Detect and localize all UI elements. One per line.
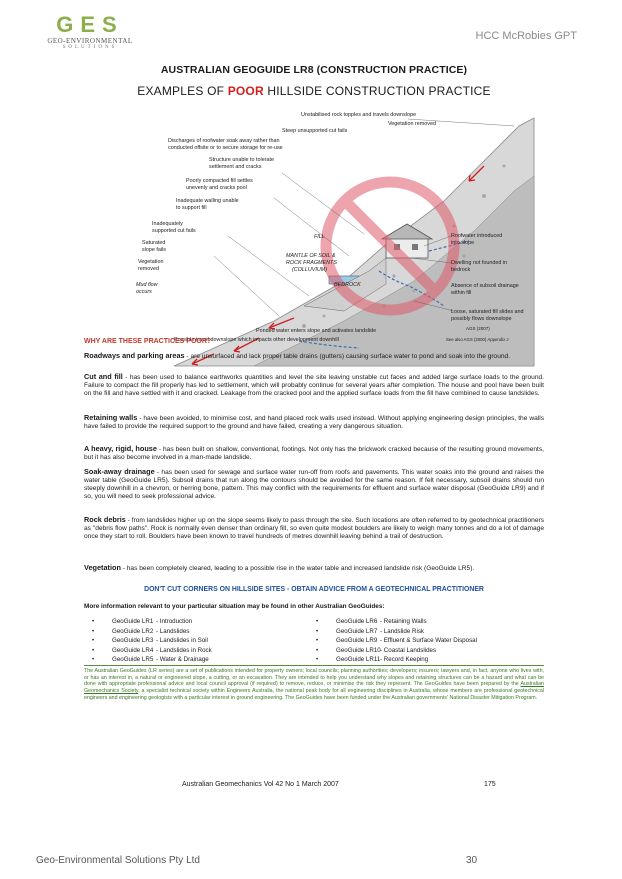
paragraph-term: A heavy, rigid, house [84, 444, 157, 453]
label-roofwater-1: Roofwater introduced [451, 233, 503, 239]
label-vegetation-1: Vegetation [138, 259, 164, 265]
bullet: • [316, 656, 319, 663]
logo-subtitle: GEO-ENVIRONMENTAL [47, 37, 133, 45]
geoguide-code: GeoGuide LR3 [112, 637, 154, 644]
label-discharges-1: Discharges of roofwater soak away rather than [168, 138, 280, 144]
paragraph-text: - has been used to balance earthworks quantities and level the site leaving unstable cut faces and added large surface loads to the ground. Failure to compact the fill properly has led to settlement, which will probably continue for several years after completion. The house and pool have been built on the fill and have settled with it and cracked. Leakage from the cracked pool and the applied surface loads from the fill have combined to cause landslides. [84, 374, 544, 397]
label-structure-1: Structure unable to tolerate [209, 157, 275, 163]
paragraph-soak-away [84, 468, 544, 501]
label-loose-2: possibly flows downslope [451, 316, 512, 322]
label-dwelling-1: Dwelling not founded in [451, 260, 508, 266]
geoguide-code: GeoGuide LR5 [112, 656, 154, 663]
paragraph-cut-and-fill [84, 373, 544, 398]
figure-title-post: HILLSIDE CONSTRUCTION PRACTICE [263, 84, 491, 98]
paragraph-vegetation [84, 564, 544, 573]
label-mudflow-2: occurs [136, 289, 152, 295]
cta-banner: DON'T CUT CORNERS ON HILLSIDE SITES - OBTAIN ADVICE FROM A GEOTECHNICAL PRACTITIONER [144, 586, 484, 593]
label-saturated-2: slope fails [142, 247, 166, 253]
geoguide-desc: - Coastal Landslides [380, 646, 437, 654]
figure-title [84, 84, 544, 98]
geoguide-desc: - Landslides in Soil [156, 637, 208, 644]
label-rock-topples: Unstabilised rock topples and travels downslope [301, 112, 417, 118]
label-ags: AGS (2007) [466, 326, 490, 331]
paragraph-rock-debris [84, 516, 544, 541]
label-fill: FILL [314, 234, 325, 240]
label-saturated-1: Saturated [142, 240, 166, 246]
paragraph-term: Soak-away drainage [84, 467, 155, 476]
bullet: • [92, 618, 95, 625]
footnote-text-1: The Australian GeoGuides (LR series) are a set of publications intended for property owners; local councils; planning authorities; developers; insurers; lawyers and, in fact, anyone who lives with, or has an interest in, a natural or engineered slope, a cutting, or an excavation. They are intended to help you understand why slopes and retaining structures can be a hazard and what can be done with appropriate professional advice and local council approval (if required) to remove, reduce, or minimise the risk they represent. The GeoGuides have been prepared by the [84, 668, 544, 688]
label-steep-cut: Steep unsupported cut fails [282, 128, 348, 134]
label-ponded: Ponded water enters slope and activates landslide [256, 328, 377, 334]
label-vegetation-removed-top: Vegetation removed [388, 121, 436, 127]
paragraph-term: Rock debris [84, 515, 126, 524]
geoguide-desc: - Landslide Risk [380, 627, 425, 635]
ags-link[interactable]: Australian Geomechanics Society [84, 681, 544, 695]
more-info-heading: More information relevant to your particular situation may be found in other Australian GeoGuides: [84, 603, 385, 610]
paragraph-text: - has been used for sewage and surface water run-off from roofs and pavements. This water soaks into the ground and raises the water table (GeoGuide LR5). Subsoil drains that run along the contours should be avoided for the same reason. If felt necessary, subsoil drains should run steeply downhill in a chevron, or herring bone, pattern. This may conflict with the requirements for effluent and surface water disposal (GeoGuide LR9) and if so, you will need to seek professional advice. [84, 469, 544, 500]
paragraph-heavy-house [84, 445, 544, 462]
label-poorly-compacted-1: Poorly compacted fill settles [186, 178, 253, 184]
footer-page-number: 30 [466, 855, 478, 866]
paragraph-retaining-walls [84, 414, 544, 431]
bullet: • [92, 646, 95, 654]
bullet: • [316, 627, 319, 635]
bullet: • [316, 646, 319, 654]
geoguide-code: GeoGuide LR1 [112, 618, 154, 625]
label-discharges-2: conducted offsite or to secure storage for re-use [168, 145, 283, 151]
geoguide-desc: - Record Keeping [380, 656, 429, 663]
geoguide-desc: - Landslides in Rock [156, 646, 212, 654]
geoguide-desc: - Effluent & Surface Water Disposal [380, 637, 477, 644]
footnote-text-2: , a specialist technical society within Engineers Australia, the national peak body for all engineering disciplines in Australia, whose members are professional geotechnical engineers and engineering geologists with a particular interest in ground engineering. The GeoGuides have been funded under the Australian governments' National Disaster Mitigation Program. [84, 688, 544, 701]
geoguide-desc: - Introduction [156, 618, 193, 625]
logo-subtitle-2: SOLUTIONS [62, 45, 118, 50]
bullet: • [92, 627, 95, 635]
footer-company: Geo-Environmental Solutions Pty Ltd [36, 855, 200, 866]
figure-title-highlight: POOR [227, 84, 264, 98]
label-structure-2: settlement and cracks [209, 164, 262, 170]
journal-page-number: 175 [484, 781, 496, 788]
label-absence-1: Absence of subsoil drainage [451, 283, 519, 289]
bullet: • [92, 637, 95, 644]
geoguide-code: GeoGuide LR10 [336, 646, 381, 654]
why-heading: WHY ARE THESE PRACTICES POOR? [84, 338, 212, 345]
footnote [84, 665, 544, 702]
label-bedrock: BEDROCK [334, 282, 361, 288]
geoguide-desc: - Water & Drainage [156, 656, 209, 663]
document-title: AUSTRALIAN GEOGUIDE LR8 (CONSTRUCTION PRACTICE) [160, 64, 468, 76]
paragraph-term: Vegetation [84, 563, 121, 572]
label-mantle-1: MANTLE OF SOIL & [286, 253, 336, 259]
label-roofwater-2: into slope [451, 240, 475, 246]
paragraph-text: - are unsurfaced and lack proper table drains (gutters) causing surface water to pond and soak into the ground. [184, 353, 511, 360]
label-inadequate-cut-1: Inadequately [152, 221, 183, 227]
label-possible-travel: Possible travel downslope which impacts other development downhill [174, 337, 339, 343]
label-inadequate-walling-1: Inadequate walling unable [176, 198, 239, 204]
geoguide-desc: - Retaining Walls [380, 618, 427, 625]
label-mudflow-1: Mud flow [136, 282, 158, 288]
paragraph-term: Roadways and parking areas [84, 351, 185, 360]
paragraph-text: - has been completely cleared, leading to a possible rise in the water table and increased landslide risk (GeoGuide LR5). [120, 565, 475, 572]
paragraph-term: Cut and fill [84, 372, 123, 381]
label-dwelling-2: bedrock [451, 267, 471, 273]
label-mantle-3: (COLLUVIUM) [292, 267, 328, 273]
paragraph-text: - have been avoided, to minimise cost, and hand placed rock walls used instead. Without applying engineering design principles, the walls have failed to provide the required support to the ground and have failed, creating a very dangerous situation. [84, 415, 545, 430]
paragraph-text: - from landslides higher up on the slope seems likely to pass through the site. Such locations are often referred to by geotechnical practitioners as "debris flow paths". Rock is normally even denser than ordinary fill, so even quite modest boulders are likely to weigh many tonnes and do a lot of damage once they start to roll. Boulders have been known to travel hundreds of metres downhill leaving behind a trail of destruction. [84, 517, 544, 540]
label-absence-2: within fill [451, 290, 472, 296]
paragraph-text: - has been built on shallow, conventional, footings. Not only has the brickwork cracked because of the resulting ground movements, but it has also become involved in a man-made landslide. [84, 446, 544, 461]
label-loose-1: Loose, saturated fill slides and [451, 309, 524, 315]
company-logo [40, 14, 140, 62]
label-inadequate-cut-2: supported cut fails [152, 228, 196, 234]
bullet: • [316, 637, 319, 644]
label-poorly-compacted-2: unevenly and cracks pool [186, 185, 247, 191]
figure-title-pre: EXAMPLES OF [137, 84, 228, 98]
paragraph-roadways [84, 352, 544, 361]
geoguide-desc: - Landslides [156, 627, 190, 635]
header-project-name: HCC McRobies GPT [475, 30, 577, 42]
bullet: • [92, 656, 95, 663]
label-inadequate-walling-2: to support fill [176, 205, 207, 211]
geoguide-code: GeoGuide LR9 [336, 637, 378, 644]
geoguide-code: GeoGuide LR4 [112, 646, 154, 654]
geoguide-code: GeoGuide LR7 [336, 627, 378, 635]
geoguide-code: GeoGuide LR11 [336, 656, 381, 663]
label-see-also: See also AGS (2000) Appendix J [446, 337, 509, 342]
geoguide-code: GeoGuide LR2 [112, 627, 154, 635]
bullet: • [316, 618, 319, 625]
geoguide-code: GeoGuide LR6 [336, 618, 378, 625]
paragraph-term: Retaining walls [84, 413, 138, 422]
journal-citation: Australian Geomechanics Vol 42 No 1 March 2007 [182, 781, 339, 788]
label-vegetation-2: removed [138, 266, 159, 272]
label-mantle-2: ROCK FRAGMENTS [286, 260, 337, 266]
logo-letters: GES [56, 12, 124, 37]
